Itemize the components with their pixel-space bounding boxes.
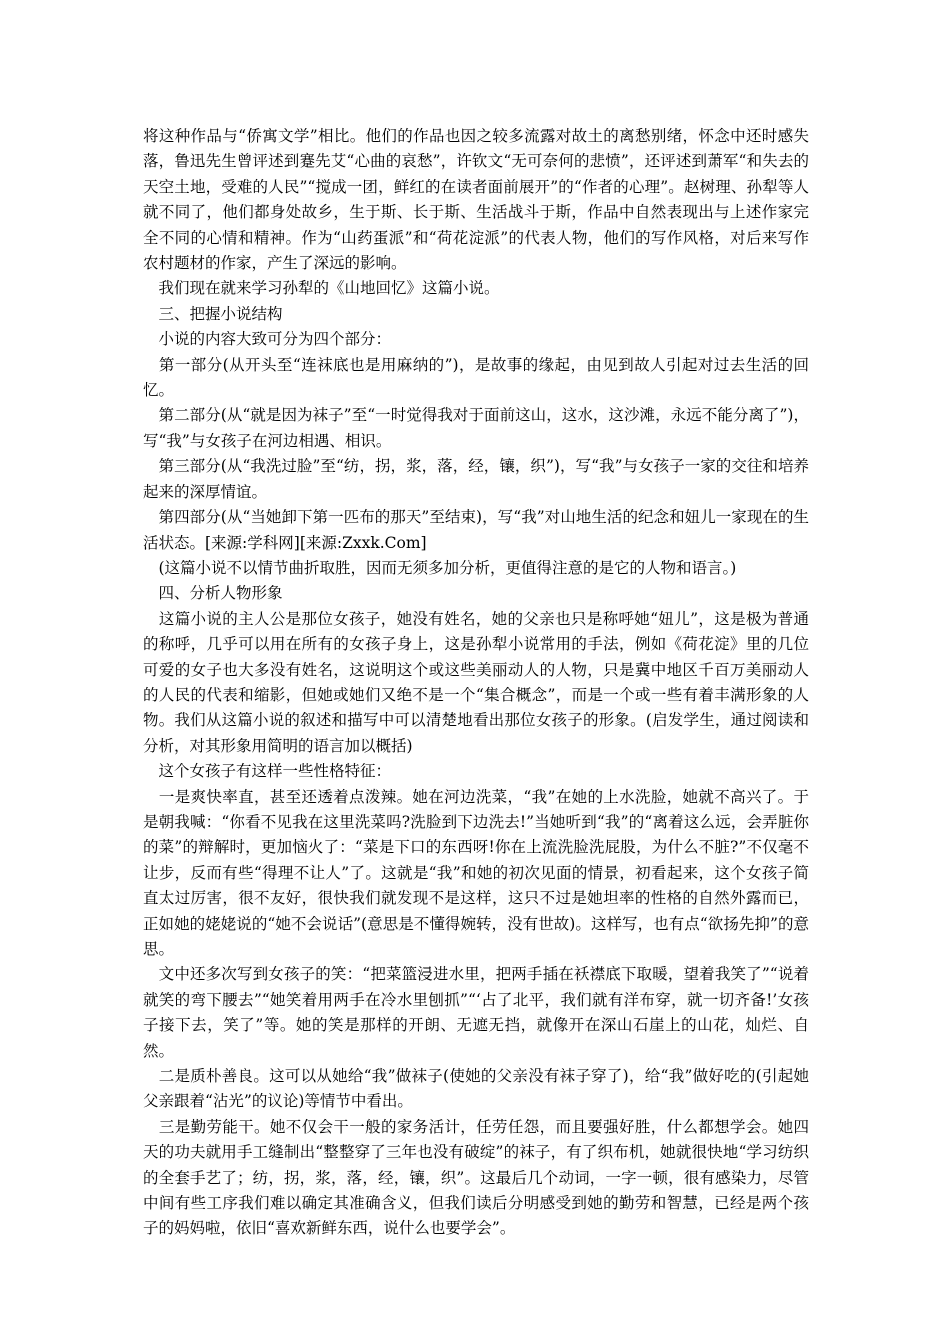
section-heading-characters: 四、分析人物形象 [143, 584, 283, 603]
paragraph-lesson-intro: 我们现在就来学习孙犁的《山地回忆》这篇小说。 [143, 279, 500, 298]
paragraph-smiles: 文中还多次写到女孩子的笑：“把菜篮浸进水里，把两手插在袄襟底下取暖，望着我笑了”“说着就笑的弯下腰去”“她笑着用两手在冷水里刨抓”“‘占了北平，我们就有洋布穿，就一切齐备!’女孩子接下去，笑了”等。她的笑是那样的开朗、无遮无挡，就像开在深山石崖上的山花，灿烂、自然。 [143, 965, 809, 1060]
paragraph-part-four: 第四部分(从“当她卸下第一匹布的那天”至结束)，写“我”对山地生活的纪念和妞儿一家现在的生活状态。[来源:学科网][来源:Zxxk.Com] [143, 508, 809, 552]
paragraph-structure-overview: 小说的内容大致可分为四个部分： [143, 330, 392, 349]
paragraph-part-three: 第三部分(从“我洗过脸”至“纺，拐，浆，落，经，镶，织”)，写“我”与女孩子一家的交往和培养起来的深厚情谊。 [143, 457, 809, 501]
paragraph-trait-three: 三是勤劳能干。她不仅会干一般的家务活计，任劳任怨，而且要强好胜，什么都想学会。她四天的功夫就用手工缝制出“整整穿了三年也没有破绽”的袜子，有了织布机，她就很快地“学习纺织的全套手艺了；纺，拐，浆，落，经，镶，织”。这最后几个动词，一字一顿，很有感染力，尽管中间有些工序我们难以确定其准确含义，但我们读后分明感受到她的勤劳和智慧，已经是两个孩子的妈妈啦，依旧“喜欢新鲜东西，说什么也要学会”。 [143, 1117, 809, 1238]
paragraph-structure-note: (这篇小说不以情节曲折取胜，因而无须多加分析，更值得注意的是它的人物和语言。) [143, 558, 737, 577]
paragraph-part-one: 第一部分(从开头至“连袜底也是用麻纳的”)，是故事的缘起，由见到故人引起对过去生活的回忆。 [143, 355, 809, 400]
paragraph-protagonist: 这篇小说的主人公是那位女孩子，她没有姓名，她的父亲也只是称呼她“妞儿”，这是极为普通的称呼，几乎可以用在所有的女孩子身上，这是孙犁小说常用的手法，例如《荷花淀》里的几位可爱的女子也大多没有姓名，这说明这个或这些美丽动人的人物，只是冀中地区千百万美丽动人的人民的代表和缩影，但她或她们又绝不是一个“集合概念”，而是一个或一些有着丰满形象的人物。我们从这篇小说的叙述和描写中可以清楚地看出那位女孩子的形象。(启发学生，通过阅读和分析，对其形象用简明的语言加以概括) [143, 609, 809, 755]
paragraph-traits-intro: 这个女孩子有这样一些性格特征： [143, 762, 392, 781]
section-heading-structure: 三、把握小说结构 [143, 304, 283, 323]
paragraph-trait-one: 一是爽快率直，甚至还透着点泼辣。她在河边洗菜，“我”在她的上水洗脸，她就不高兴了。于是朝我喊：“你看不见我在这里洗菜吗?洗脸到下边洗去!”当她听到“我”的“离着这么远，会弄脏你的菜”的辩解时，更加恼火了：“菜是下口的东西呀!你在上流洗脸洗屁股，为什么不脏?”不仅毫不让步，反而有些“得理不让人”了。这就是“我”和她的初次见面的情景，初看起来，这个女孩子简直太过厉害，很不友好，很快我们就发现不是这样，这只不过是她坦率的性格的自然外露而已，正如她的姥姥说的“她不会说话”(意思是不懂得婉转，没有世故)。这样写，也有点“欲扬先抑”的意思。 [143, 787, 809, 958]
paragraph-trait-two: 二是质朴善良。这可以从她给“我”做袜子(使她的父亲没有袜子穿了)，给“我”做好吃的(引起她父亲跟着“沾光”的议论)等情节中看出。 [143, 1067, 809, 1111]
paragraph-intro-continued: 将这种作品与“侨寓文学”相比。他们的作品也因之较多流露对故土的离愁别绪，怀念中还时感失落，鲁迅先生曾评述到蹇先艾“心曲的哀愁”，许钦文“无可奈何的悲愤”，还评述到萧军“和失去的天空土地，受难的人民”“搅成一团，鲜红的在读者面前展开”的“作者的心理”。赵树理、孙犁等人就不同了，他们都身处故乡，生于斯、长于斯、生活战斗于斯，作品中自然表现出与上述作家完全不同的心情和精神。作为“山药蛋派”和“荷花淀派”的代表人物，他们的写作风格，对后来写作农村题材的作家，产生了深远的影响。 [143, 127, 809, 273]
paragraph-part-two: 第二部分(从“就是因为袜子”至“一时觉得我对于面前这山，这水，这沙滩，永远不能分离了”)，写“我”与女孩子在河边相遇、相识。 [143, 406, 809, 450]
document-body [143, 124, 809, 1242]
